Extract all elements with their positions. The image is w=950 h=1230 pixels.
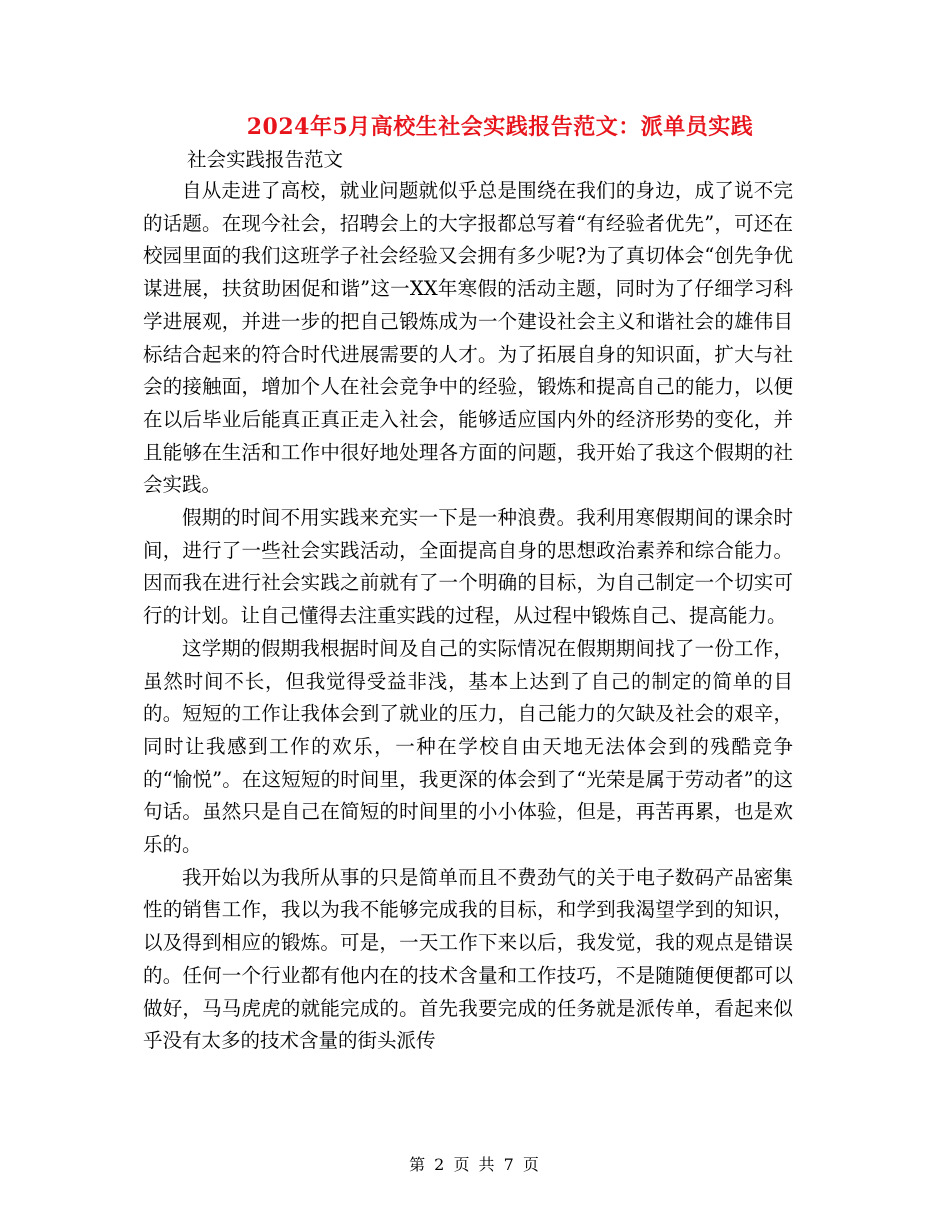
document-body — [143, 175, 793, 1058]
document-subtitle: 社会实践报告范文 — [187, 148, 344, 171]
paragraph: 假期的时间不用实践来充实一下是一种浪费。我利用寒假期间的课余时间，进行了一些社会实践活动，全面提高自身的思想政治素养和综合能力。因而我在进行社会实践之前就有了一个明确的目标，为自己制定一个切实可行的计划。让自己懂得去注重实践的过程，从过程中锻炼自己、提高能力。 — [143, 506, 793, 628]
document-title: 2024年5月高校生社会实践报告范文：派单员实践 — [246, 114, 754, 140]
paragraph: 自从走进了高校，就业问题就似乎总是围绕在我们的身边，成了说不完的话题。在现今社会，招聘会上的大字报都总写着“有经验者优先”，可还在校园里面的我们这班学子社会经验又会拥有多少呢?为了真切体会“创先争优谋进展，扶贫助困促和谐”这一XX年寒假的活动主题，同时为了仔细学习科学进展观，并进一步的把自己锻炼成为一个建设社会主义和谐社会的雄伟目标结合起来的符合时代进展需要的人才。为了拓展自身的知识面，扩大与社会的接触面，增加个人在社会竞争中的经验，锻炼和提高自己的能力，以便在以后毕业后能真正真正走入社会，能够适应国内外的经济形势的变化，并且能够在生活和工作中很好地处理各方面的问题，我开始了我这个假期的社会实践。 — [143, 179, 793, 497]
paragraph: 我开始以为我所从事的只是简单而且不费劲气的关于电子数码产品密集性的销售工作，我以为我不能够完成我的目标，和学到我渴望学到的知识，以及得到相应的锻炼。可是，一天工作下来以后，我发觉，我的观点是错误的。任何一个行业都有他内在的技术含量和工作技巧，不是随随便便都可以做好，马马虎虎的就能完成的。首先我要完成的任务就是派传单，看起来似乎没有太多的技术含量的街头派传 — [143, 865, 793, 1053]
paragraph: 这学期的假期我根据时间及自己的实际情况在假期期间找了一份工作，虽然时间不长，但我觉得受益非浅，基本上达到了自己的制定的简单的目的。短短的工作让我体会到了就业的压力，自己能力的欠缺及社会的艰辛，同时让我感到工作的欢乐，一种在学校自由天地无法体会到的残酷竞争的“愉悦”。在这短短的时间里，我更深的体会到了“光荣是属于劳动者”的这句话。虽然只是自己在简短的时间里的小小体验，但是，再苦再累，也是欢乐的。 — [143, 636, 793, 857]
page-number-footer: 第 2 页 共 7 页 — [409, 1155, 541, 1174]
